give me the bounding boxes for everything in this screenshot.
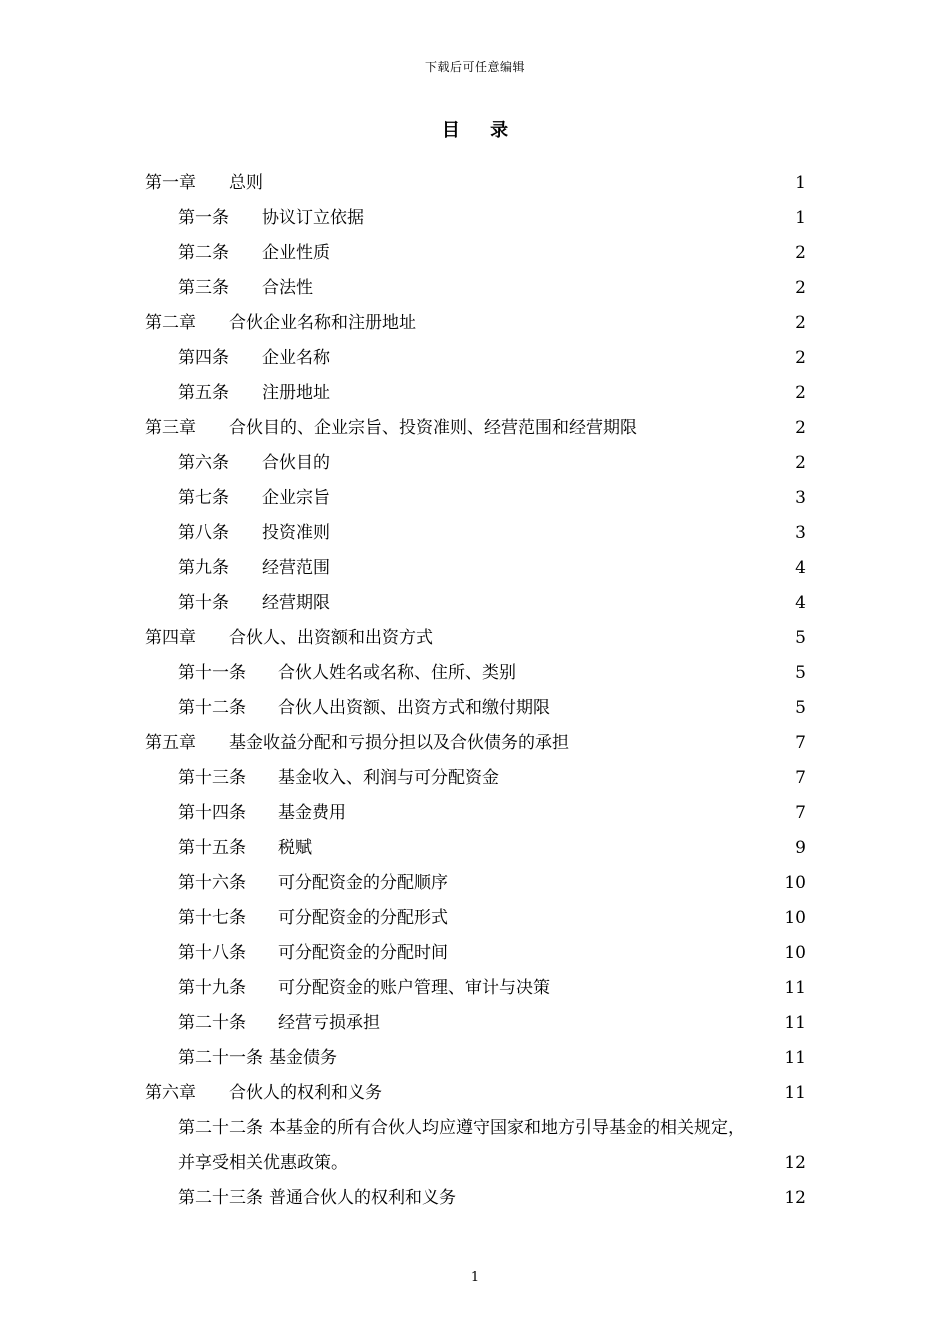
toc-entry-title: 合伙企业名称和注册地址 xyxy=(229,313,416,333)
toc-article-entry[interactable] xyxy=(178,901,806,935)
toc-entry-title: 总则 xyxy=(229,173,263,193)
toc-entry-page: 2 xyxy=(795,313,806,333)
toc-entry-number: 第三章 xyxy=(145,418,196,438)
toc-article-entry[interactable] xyxy=(178,866,806,900)
toc-entry-label xyxy=(178,1041,337,1075)
toc-entry-page: 4 xyxy=(795,558,806,578)
toc-entry-title: 可分配资金的账户管理、审计与决策 xyxy=(278,978,550,998)
toc-entry-page: 5 xyxy=(795,663,806,683)
toc-entry-label xyxy=(178,1181,456,1215)
toc-entry-label xyxy=(178,656,516,690)
toc-entry-number: 第十条 xyxy=(178,593,229,613)
toc-entry-label xyxy=(145,1076,382,1110)
toc-entry-label xyxy=(178,796,346,830)
toc-entry-page: 2 xyxy=(795,243,806,263)
toc-entry-number: 第十二条 xyxy=(178,698,246,718)
toc-entry-number: 第六章 xyxy=(145,1083,196,1103)
toc-entry-page: 2 xyxy=(795,383,806,403)
toc-entry-number: 第十一条 xyxy=(178,663,246,683)
toc-entry-number: 第十七条 xyxy=(178,908,246,928)
toc-entry-label xyxy=(178,236,330,270)
toc-entry-title: 企业名称 xyxy=(262,348,330,368)
toc-entry-title: 注册地址 xyxy=(262,383,330,403)
toc-chapter-entry[interactable] xyxy=(145,1076,806,1110)
toc-entry-page: 10 xyxy=(784,943,806,963)
toc-entry-page: 11 xyxy=(784,1048,806,1068)
toc-entry-title: 可分配资金的分配顺序 xyxy=(278,873,448,893)
header-note: 下载后可任意编辑 xyxy=(424,60,525,74)
toc-entry-label xyxy=(178,901,448,935)
toc-entry-label xyxy=(178,341,330,375)
toc-entry-title: 合伙人的权利和义务 xyxy=(229,1083,382,1103)
toc-entry-number: 第二十三条 xyxy=(178,1188,263,1208)
toc-article-entry[interactable] xyxy=(178,446,806,480)
toc-entry-number: 第二十二条 xyxy=(178,1118,263,1138)
toc-entry-label xyxy=(145,726,569,760)
toc-entry-label xyxy=(145,621,433,655)
toc-article-entry[interactable] xyxy=(178,376,806,410)
toc-entry-title-continued: 并享受相关优惠政策。 xyxy=(178,1153,348,1173)
toc-entry-page: 7 xyxy=(795,803,806,823)
toc-article-entry[interactable] xyxy=(178,831,806,865)
toc-article-entry[interactable] xyxy=(178,271,806,305)
toc-entry-label xyxy=(145,306,416,340)
toc-entry-number: 第一条 xyxy=(178,208,229,228)
toc-entry-page: 12 xyxy=(784,1188,806,1208)
toc-entry-number: 第九条 xyxy=(178,558,229,578)
toc-entry-number: 第七条 xyxy=(178,488,229,508)
toc-entry-label xyxy=(145,166,263,200)
toc-article-entry[interactable] xyxy=(178,586,806,620)
toc-entry-label xyxy=(178,516,330,550)
toc-entry-label xyxy=(178,551,330,585)
toc-article-entry[interactable] xyxy=(178,1006,806,1040)
toc-entry-page: 2 xyxy=(795,418,806,438)
toc-entry-number: 第二十一条 xyxy=(178,1048,263,1068)
toc-entry-label xyxy=(178,446,330,480)
toc-entry-number: 第十五条 xyxy=(178,838,246,858)
toc-entry-title: 合伙人、出资额和出资方式 xyxy=(229,628,433,648)
toc-entry-title: 投资准则 xyxy=(262,523,330,543)
toc-chapter-entry[interactable] xyxy=(145,306,806,340)
toc-entry-title: 基金费用 xyxy=(278,803,346,823)
toc-entry-page: 1 xyxy=(795,173,806,193)
toc-entry-label xyxy=(178,831,312,865)
toc-entry-label xyxy=(178,971,550,1005)
toc-entry-page: 7 xyxy=(795,768,806,788)
toc-entry-page: 4 xyxy=(795,593,806,613)
toc-article-entry[interactable] xyxy=(178,971,806,1005)
toc-article-entry[interactable] xyxy=(178,796,806,830)
toc-article-entry[interactable] xyxy=(178,1041,806,1075)
toc-article-entry[interactable] xyxy=(178,1181,806,1215)
toc-entry-number: 第五条 xyxy=(178,383,229,403)
toc-entry-page: 5 xyxy=(795,698,806,718)
toc-entry-label xyxy=(178,691,550,725)
toc-entry-label xyxy=(178,586,330,620)
toc-entry-label xyxy=(178,866,448,900)
toc-article-entry[interactable] xyxy=(178,516,806,550)
toc-entry-label xyxy=(178,201,364,235)
toc-entry-page: 5 xyxy=(795,628,806,648)
toc-entry-title: 基金收益分配和亏损分担以及合伙债务的承担 xyxy=(229,733,569,753)
toc-entry-number: 第十三条 xyxy=(178,768,246,788)
toc-entry-page: 3 xyxy=(795,523,806,543)
toc-article-entry[interactable] xyxy=(178,341,806,375)
toc-entry-title: 合伙人出资额、出资方式和缴付期限 xyxy=(278,698,550,718)
toc-entry-title: 协议订立依据 xyxy=(262,208,364,228)
toc-entry-title: 合伙人姓名或名称、住所、类别 xyxy=(278,663,516,683)
toc-entry-label xyxy=(178,271,313,305)
toc-entry-number: 第十六条 xyxy=(178,873,246,893)
page-number: 1 xyxy=(470,1270,480,1285)
toc-article-entry[interactable] xyxy=(178,201,806,235)
toc-entry-title: 可分配资金的分配形式 xyxy=(278,908,448,928)
toc-entry-title: 企业性质 xyxy=(262,243,330,263)
toc-entry-title: 合伙目的、企业宗旨、投资准则、经营范围和经营期限 xyxy=(229,418,637,438)
toc-entry-page: 12 xyxy=(784,1153,806,1173)
toc-entry-title: 企业宗旨 xyxy=(262,488,330,508)
toc-chapter-entry[interactable] xyxy=(145,726,806,760)
toc-article-entry[interactable] xyxy=(178,936,806,970)
toc-entry-page: 11 xyxy=(784,1013,806,1033)
toc-entry-number: 第十八条 xyxy=(178,943,246,963)
toc-entry-title: 税赋 xyxy=(278,838,312,858)
toc-title: 目 录 xyxy=(441,120,521,141)
toc-entry-number: 第十四条 xyxy=(178,803,246,823)
toc-article-entry-continuation[interactable] xyxy=(178,1146,806,1180)
toc-chapter-entry[interactable] xyxy=(145,621,806,655)
toc-entry-page: 3 xyxy=(795,488,806,508)
toc-entry-title: 合伙目的 xyxy=(262,453,330,473)
toc-entry-page: 10 xyxy=(784,908,806,928)
toc-entry-title: 可分配资金的分配时间 xyxy=(278,943,448,963)
toc-article-entry[interactable] xyxy=(178,236,806,270)
toc-entry-title: 合法性 xyxy=(262,278,313,298)
toc-entry-page: 2 xyxy=(795,348,806,368)
toc-article-entry[interactable] xyxy=(178,551,806,585)
toc-entry-label xyxy=(178,761,499,795)
toc-entry-page: 11 xyxy=(784,1083,806,1103)
toc-entry-page: 9 xyxy=(795,838,806,858)
toc-article-entry[interactable] xyxy=(178,656,806,690)
toc-entry-number: 第三条 xyxy=(178,278,229,298)
toc-entry-page: 7 xyxy=(795,733,806,753)
toc-entry-page: 11 xyxy=(784,978,806,998)
toc-article-entry[interactable] xyxy=(178,761,806,795)
toc-entry-page: 2 xyxy=(795,453,806,473)
toc-entry-title: 基金收入、利润与可分配资金 xyxy=(278,768,499,788)
toc-article-entry[interactable] xyxy=(178,481,806,515)
toc-entry-number: 第十九条 xyxy=(178,978,246,998)
toc-entry-number: 第二条 xyxy=(178,243,229,263)
toc-entry-number: 第八条 xyxy=(178,523,229,543)
toc-chapter-entry[interactable] xyxy=(145,411,806,445)
toc-entry-title: 基金债务 xyxy=(269,1048,337,1068)
toc-entry-number: 第二十条 xyxy=(178,1013,246,1033)
toc-entry-title: 经营亏损承担 xyxy=(278,1013,380,1033)
toc-entry-title: 经营范围 xyxy=(262,558,330,578)
toc-entry-label xyxy=(178,481,330,515)
toc-entry-title: 普通合伙人的权利和义务 xyxy=(269,1188,456,1208)
toc-entry-page: 1 xyxy=(795,208,806,228)
toc-entry-number: 第四条 xyxy=(178,348,229,368)
toc-entry-number: 第四章 xyxy=(145,628,196,648)
toc-entry-page: 2 xyxy=(795,278,806,298)
toc-entry-label xyxy=(178,1006,380,1040)
toc-entry-label xyxy=(178,936,448,970)
toc-entry-number: 第一章 xyxy=(145,173,196,193)
toc-entry-label xyxy=(145,411,637,445)
toc-entry-title: 经营期限 xyxy=(262,593,330,613)
toc-entry-label xyxy=(178,376,330,410)
toc-article-entry-wrapped[interactable] xyxy=(178,1111,818,1145)
toc-entry-title: 本基金的所有合伙人均应遵守国家和地方引导基金的相关规定， xyxy=(269,1118,745,1138)
toc-entry-number: 第二章 xyxy=(145,313,196,333)
toc-entry-number: 第六条 xyxy=(178,453,229,473)
toc-entry-page: 10 xyxy=(784,873,806,893)
toc-chapter-entry[interactable] xyxy=(145,166,806,200)
toc-article-entry[interactable] xyxy=(178,691,806,725)
toc-entry-number: 第五章 xyxy=(145,733,196,753)
